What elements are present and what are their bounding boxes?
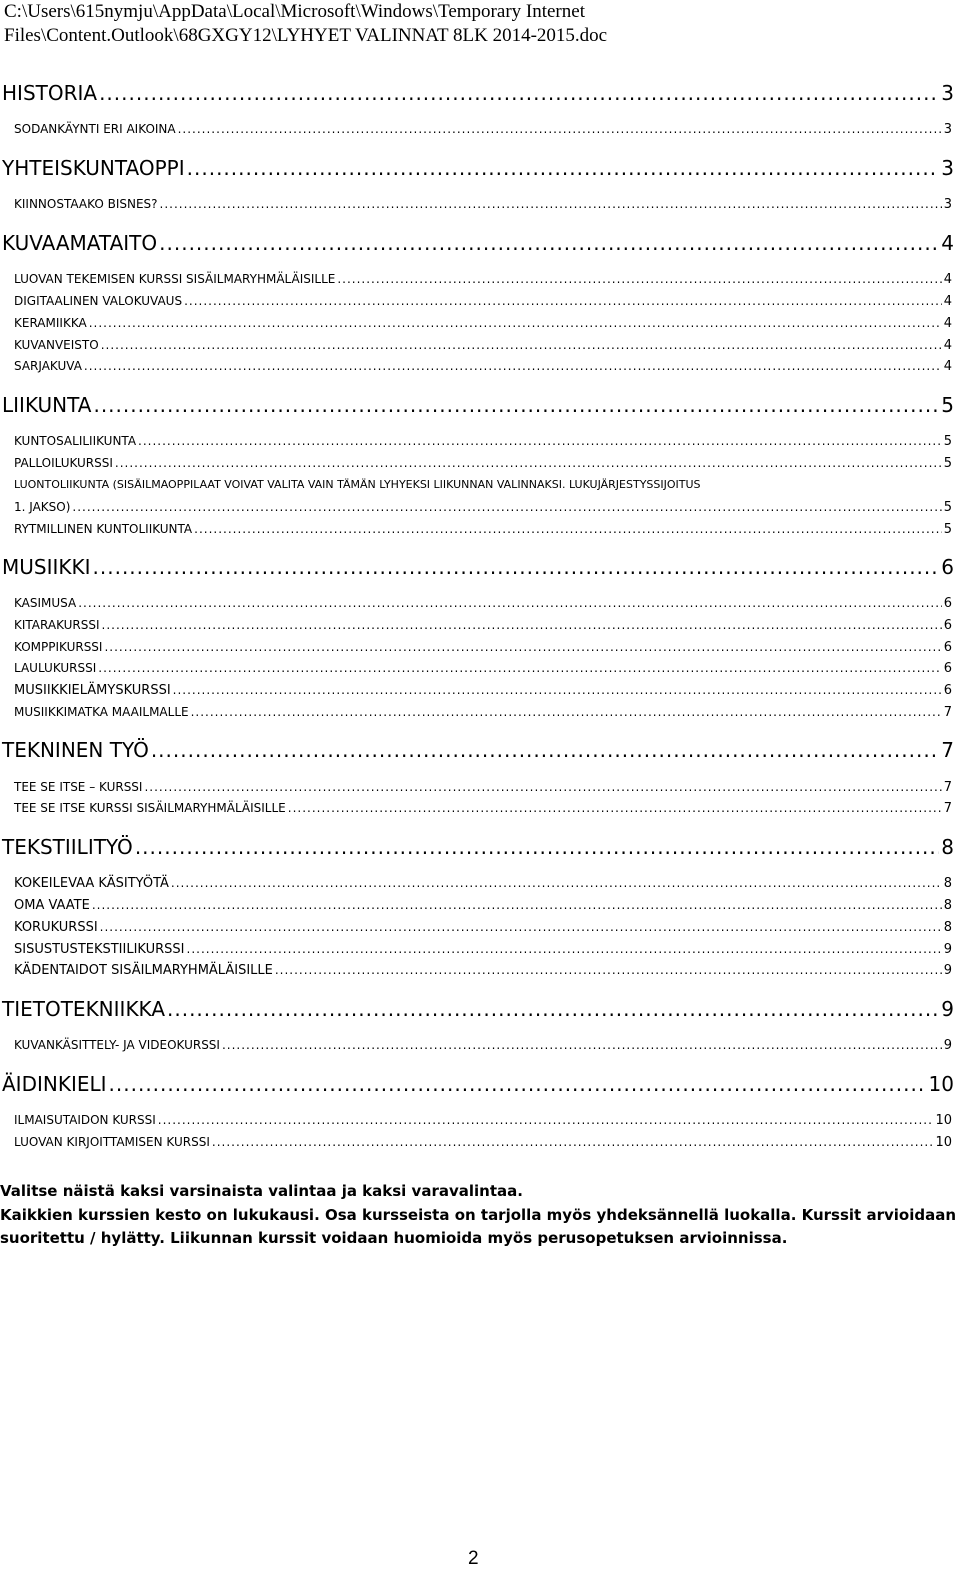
instruction-note: Valitse näistä kaksi varsinaista valintaa ja kaksi varavalintaa. <box>0 1182 523 1200</box>
page-number: 2 <box>468 1548 479 1569</box>
course-info-note: Kaikkien kurssien kesto on lukukausi. Osa kursseista on tarjolla myös yhdeksännellä luokalla. Kurssit arvioidaan suoritettu / hylätty. Liikunnan kurssit voidaan huomioida myös perusopetuksen arvioinnissa. <box>0 1206 956 1247</box>
toc-entry-title: OMA VAATE <box>14 898 90 913</box>
toc-entry[interactable] <box>14 596 952 611</box>
toc-entry-title: HISTORIA <box>2 81 98 105</box>
toc-entry[interactable] <box>14 522 952 537</box>
toc-entry-title: YHTEISKUNTAOPPI <box>2 156 185 180</box>
toc-entry-title: KOKEILEVAA KÄSITYÖTÄ <box>14 876 169 891</box>
toc-entry-page: 4 <box>943 338 952 353</box>
toc-entry-tekninen-tyo[interactable] <box>2 738 954 762</box>
toc-entry-page: 5 <box>943 456 952 471</box>
toc-entry-page: 4 <box>943 272 952 287</box>
toc-entry-title: TEKNINEN TYÖ <box>2 738 149 762</box>
toc-entry-page: 3 <box>943 197 952 212</box>
toc-entry-historia[interactable] <box>2 81 954 105</box>
toc-entry-page: 4 <box>941 231 954 255</box>
toc-entry[interactable] <box>14 661 952 676</box>
toc-entry-page: 8 <box>943 920 952 935</box>
toc-entry-title-continued: 1. JAKSO) <box>14 500 71 514</box>
toc-entry[interactable] <box>14 434 952 449</box>
toc-entry-title: SARJAKUVA <box>14 359 82 373</box>
toc-entry-title: ILMAISUTAIDON KURSSI <box>14 1113 156 1127</box>
toc-entry[interactable] <box>14 294 952 309</box>
toc-entry-page: 6 <box>943 618 952 633</box>
toc-entry-title: KUVANVEISTO <box>14 338 99 352</box>
toc-entry-kuvaamataito[interactable] <box>2 231 954 255</box>
toc-entry-page: 9 <box>943 942 952 957</box>
toc-entry-title: LUOVAN KIRJOITTAMISEN KURSSI <box>14 1135 210 1149</box>
toc-entry-title: LIIKUNTA <box>2 393 92 417</box>
toc-entry[interactable] <box>14 920 952 935</box>
toc-entry-title: TEKSTIILITYÖ <box>2 835 133 859</box>
toc-entry[interactable] <box>14 963 952 978</box>
toc-entry-title: KUVAAMATAITO <box>2 231 158 255</box>
file-path-line-2: Files\Content.Outlook\68GXGY12\LYHYET VALINNAT 8LK 2014-2015.doc <box>4 25 608 46</box>
toc-entry-page: 7 <box>941 738 954 762</box>
toc-entry-title: TEE SE ITSE – KURSSI <box>14 780 143 794</box>
toc-entry[interactable] <box>14 780 952 795</box>
toc-entry-title: LAULUKURSSI <box>14 661 97 675</box>
toc-entry-title: RYTMILLINEN KUNTOLIIKUNTA <box>14 522 193 536</box>
toc-entry-page: 4 <box>943 316 952 331</box>
toc-entry[interactable] <box>14 1135 952 1150</box>
toc-entry-page: 7 <box>943 705 952 720</box>
toc-entry-musiikki[interactable] <box>2 555 954 579</box>
toc-entry-page: 6 <box>943 661 952 676</box>
toc-entry-liikunta[interactable] <box>2 393 954 417</box>
toc-entry-page: 5 <box>943 522 952 537</box>
toc-entry-title: KUNTOSALILIIKUNTA <box>14 434 137 448</box>
toc-entry-title: KUVANKÄSITTELY- JA VIDEOKURSSI <box>14 1038 220 1052</box>
toc-entry[interactable] <box>14 272 952 287</box>
toc-entry-title: DIGITAALINEN VALOKUVAUS <box>14 294 183 308</box>
toc-entry[interactable] <box>14 456 952 471</box>
toc-entry-page: 7 <box>943 780 952 795</box>
toc-entry-title: KORUKURSSI <box>14 920 98 935</box>
toc-entry-page: 6 <box>941 555 954 579</box>
toc-entry-page: 5 <box>943 434 952 449</box>
toc-entry[interactable] <box>14 500 952 515</box>
toc-entry-page: 10 <box>935 1113 952 1128</box>
toc-entry[interactable] <box>14 801 952 816</box>
toc-entry[interactable] <box>14 898 952 913</box>
toc-entry[interactable] <box>14 197 952 212</box>
toc-entry-title: SISUSTUSTEKSTIILIKURSSI <box>14 942 185 957</box>
toc-entry-title: KÄDENTAIDOT SISÄILMARYHMÄLÄISILLE <box>14 963 273 978</box>
toc-entry-page: 10 <box>928 1072 954 1096</box>
toc-entry-page: 8 <box>943 898 952 913</box>
toc-entry[interactable] <box>14 338 952 353</box>
toc-entry[interactable] <box>14 122 952 137</box>
toc-entry-page: 3 <box>943 122 952 137</box>
toc-entry[interactable] <box>14 359 952 374</box>
toc-entry-page: 6 <box>943 640 952 655</box>
toc-entry-page: 4 <box>943 359 952 374</box>
toc-entry-title: KOMPPIKURSSI <box>14 640 103 654</box>
toc-entry[interactable] <box>14 876 952 891</box>
toc-entry-page: 3 <box>941 81 954 105</box>
toc-entry-title: TEE SE ITSE KURSSI SISÄILMARYHMÄLÄISILLE <box>14 801 286 815</box>
toc-entry-page: 5 <box>941 393 954 417</box>
toc-entry[interactable] <box>14 705 952 720</box>
toc-entry-page: 9 <box>941 997 954 1021</box>
toc-entry-page: 4 <box>943 294 952 309</box>
toc-entry-title: ÄIDINKIELI <box>2 1072 107 1096</box>
toc-entry-tekstiilityo[interactable] <box>2 835 954 859</box>
toc-entry-page: 10 <box>935 1135 952 1150</box>
toc-entry-page: 6 <box>943 683 952 698</box>
toc-entry-title: TIETOTEKNIIKKA <box>2 997 165 1021</box>
toc-entry-page: 3 <box>941 156 954 180</box>
toc-entry-title: MUSIIKKIMATKA MAAILMALLE <box>14 705 189 719</box>
toc-entry-title-wrapped[interactable]: LUONTOLIIKUNTA (SISÄILMAOPPILAAT VOIVAT VALITA VAIN TÄMÄN LYHYEKSI LIIKUNNAN VALINNAKSI. LUKUJÄRJESTYSSIJOITUS <box>14 478 701 491</box>
toc-entry-page: 5 <box>943 500 952 515</box>
toc-entry-title: MUSIIKKI <box>2 555 91 579</box>
toc-entry[interactable] <box>14 618 952 633</box>
toc-entry[interactable] <box>14 640 952 655</box>
toc-entry-page: 8 <box>943 876 952 891</box>
file-path-line-1: C:\Users\615nymju\AppData\Local\Microsoft\Windows\Temporary Internet <box>4 1 585 22</box>
file-path-header <box>4 0 944 48</box>
toc-entry-page: 8 <box>941 835 954 859</box>
toc-entry-title: MUSIIKKIELÄMYSKURSSI <box>14 683 171 698</box>
toc-entry-tietotekniikka[interactable] <box>2 997 954 1021</box>
toc-entry[interactable] <box>14 1113 952 1128</box>
toc-entry-page: 9 <box>943 963 952 978</box>
toc-entry-page: 6 <box>943 596 952 611</box>
toc-entry[interactable] <box>14 316 952 331</box>
toc-entry-title: SODANKÄYNTI ERI AIKOINA <box>14 122 176 136</box>
toc-entry-aidinkieli[interactable] <box>2 1072 954 1096</box>
toc-entry-title: KERAMIIKKA <box>14 316 87 330</box>
toc-entry-title: LUOVAN TEKEMISEN KURSSI SISÄILMARYHMÄLÄISILLE <box>14 272 336 286</box>
toc-entry-page: 7 <box>943 801 952 816</box>
toc-entry-title: KITARAKURSSI <box>14 618 100 632</box>
toc-entry-title: KASIMUSA <box>14 596 77 610</box>
toc-entry[interactable] <box>14 1038 952 1053</box>
toc-entry[interactable] <box>14 683 952 698</box>
toc-entry[interactable] <box>14 942 952 957</box>
toc-entry-title: PALLOILUKURSSI <box>14 456 113 470</box>
toc-entry-yhteiskuntaoppi[interactable] <box>2 156 954 180</box>
toc-entry-page: 9 <box>943 1038 952 1053</box>
toc-entry-title: KIINNOSTAAKO BISNES? <box>14 197 158 211</box>
